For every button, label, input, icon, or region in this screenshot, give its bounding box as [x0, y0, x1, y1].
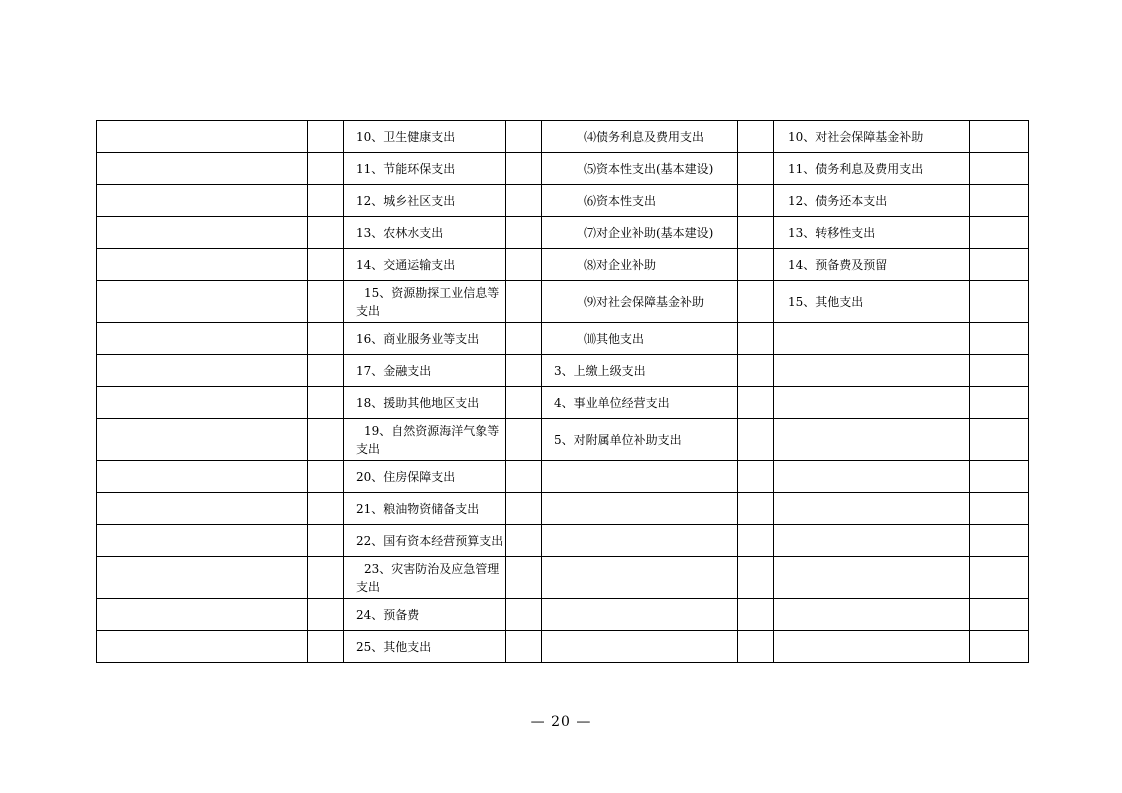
- blank-cell: [738, 599, 774, 631]
- blank-cell: [970, 153, 1029, 185]
- expenditure-item-label: 18、援助其他地区支出: [356, 395, 480, 410]
- expenditure-item-cell: [344, 461, 506, 493]
- department-item-label: 14、预备费及预留: [788, 257, 888, 272]
- blank-cell: [738, 153, 774, 185]
- blank-cell: [970, 121, 1029, 153]
- department-item-cell: [774, 323, 970, 355]
- blank-cell: [970, 493, 1029, 525]
- expenditure-item-label: 22、国有资本经营预算支出: [356, 533, 504, 548]
- table-row: [97, 281, 1029, 323]
- expenditure-item-label: 13、农林水支出: [356, 225, 444, 240]
- blank-cell: [97, 493, 308, 525]
- blank-cell: [506, 387, 542, 419]
- expenditure-item-cell: [344, 631, 506, 663]
- department-item-cell: [774, 631, 970, 663]
- blank-cell: [97, 355, 308, 387]
- department-item-label: 13、转移性支出: [788, 225, 876, 240]
- blank-cell: [97, 631, 308, 663]
- department-item-cell: [774, 461, 970, 493]
- expenditure-item-cell: [344, 153, 506, 185]
- expenditure-item-label: 14、交通运输支出: [356, 257, 456, 272]
- department-item-label: 12、债务还本支出: [788, 193, 888, 208]
- table-row: [97, 323, 1029, 355]
- blank-cell: [738, 281, 774, 323]
- blank-cell: [970, 323, 1029, 355]
- table-row: [97, 419, 1029, 461]
- economic-item-cell: [542, 557, 738, 599]
- blank-cell: [970, 557, 1029, 599]
- blank-cell: [738, 493, 774, 525]
- blank-cell: [97, 121, 308, 153]
- budget-table: [96, 120, 1029, 663]
- blank-cell: [308, 355, 344, 387]
- blank-cell: [308, 217, 344, 249]
- expenditure-item-cell: [344, 121, 506, 153]
- blank-cell: [506, 121, 542, 153]
- expenditure-item-cell: [344, 493, 506, 525]
- blank-cell: [970, 631, 1029, 663]
- expenditure-item-cell: [344, 323, 506, 355]
- blank-cell: [970, 599, 1029, 631]
- blank-cell: [738, 217, 774, 249]
- table-row: [97, 217, 1029, 249]
- table-row: [97, 355, 1029, 387]
- economic-item-cell: [542, 153, 738, 185]
- blank-cell: [308, 323, 344, 355]
- blank-cell: [738, 525, 774, 557]
- blank-cell: [970, 419, 1029, 461]
- blank-cell: [738, 323, 774, 355]
- department-item-cell: [774, 355, 970, 387]
- department-item-cell: [774, 419, 970, 461]
- department-item-label: 15、其他支出: [788, 294, 864, 309]
- blank-cell: [738, 461, 774, 493]
- blank-cell: [738, 185, 774, 217]
- blank-cell: [308, 281, 344, 323]
- department-item-label: 11、债务利息及费用支出: [788, 161, 924, 176]
- expenditure-item-label: 10、卫生健康支出: [356, 129, 456, 144]
- blank-cell: [506, 631, 542, 663]
- economic-item-cell: [542, 355, 738, 387]
- blank-cell: [308, 557, 344, 599]
- expenditure-item-cell: [344, 217, 506, 249]
- department-item-cell: [774, 557, 970, 599]
- department-item-cell: [774, 217, 970, 249]
- economic-item-cell: [542, 185, 738, 217]
- economic-item-label: ⑹资本性支出: [584, 193, 657, 208]
- blank-cell: [506, 493, 542, 525]
- blank-cell: [308, 493, 344, 525]
- blank-cell: [970, 281, 1029, 323]
- blank-cell: [308, 185, 344, 217]
- blank-cell: [506, 355, 542, 387]
- blank-cell: [308, 153, 344, 185]
- department-item-cell: [774, 387, 970, 419]
- economic-item-cell: [542, 493, 738, 525]
- table-row: [97, 525, 1029, 557]
- table-row: [97, 185, 1029, 217]
- blank-cell: [506, 599, 542, 631]
- blank-cell: [97, 249, 308, 281]
- expenditure-item-label: 15、资源勘探工业信息等支出: [356, 285, 500, 318]
- economic-item-cell: [542, 461, 738, 493]
- blank-cell: [308, 249, 344, 281]
- blank-cell: [738, 631, 774, 663]
- blank-cell: [970, 217, 1029, 249]
- table-row: [97, 249, 1029, 281]
- economic-item-cell: [542, 121, 738, 153]
- blank-cell: [738, 121, 774, 153]
- blank-cell: [97, 185, 308, 217]
- department-item-cell: [774, 599, 970, 631]
- blank-cell: [506, 461, 542, 493]
- blank-cell: [738, 419, 774, 461]
- department-item-cell: [774, 153, 970, 185]
- expenditure-item-label: 23、灾害防治及应急管理支出: [356, 561, 500, 594]
- expenditure-item-cell: [344, 419, 506, 461]
- blank-cell: [738, 387, 774, 419]
- expenditure-item-cell: [344, 281, 506, 323]
- blank-cell: [97, 557, 308, 599]
- economic-item-cell: [542, 631, 738, 663]
- blank-cell: [970, 249, 1029, 281]
- blank-cell: [970, 525, 1029, 557]
- blank-cell: [506, 557, 542, 599]
- blank-cell: [506, 217, 542, 249]
- table-row: [97, 387, 1029, 419]
- table-row: [97, 599, 1029, 631]
- department-item-cell: [774, 525, 970, 557]
- economic-item-label: ⑻对企业补助: [584, 257, 657, 272]
- expenditure-item-label: 17、金融支出: [356, 363, 432, 378]
- expenditure-item-cell: [344, 525, 506, 557]
- blank-cell: [97, 525, 308, 557]
- blank-cell: [97, 461, 308, 493]
- blank-cell: [97, 217, 308, 249]
- blank-cell: [738, 557, 774, 599]
- expenditure-item-label: 25、其他支出: [356, 639, 432, 654]
- page-number: — 20 —: [530, 714, 592, 730]
- expenditure-item-label: 20、住房保障支出: [356, 469, 456, 484]
- economic-item-cell: [542, 599, 738, 631]
- expenditure-item-label: 12、城乡社区支出: [356, 193, 456, 208]
- blank-cell: [308, 387, 344, 419]
- blank-cell: [970, 355, 1029, 387]
- economic-item-cell: [542, 323, 738, 355]
- table-body: [97, 121, 1029, 663]
- blank-cell: [97, 419, 308, 461]
- table-row: [97, 493, 1029, 525]
- blank-cell: [506, 419, 542, 461]
- blank-cell: [506, 249, 542, 281]
- economic-item-label: 5、对附属单位补助支出: [554, 432, 682, 447]
- economic-item-cell: [542, 217, 738, 249]
- blank-cell: [97, 281, 308, 323]
- economic-item-cell: [542, 249, 738, 281]
- economic-item-label: 4、事业单位经营支出: [554, 395, 670, 410]
- expenditure-item-cell: [344, 557, 506, 599]
- economic-item-cell: [542, 419, 738, 461]
- economic-item-label: ⑸资本性支出(基本建设): [584, 161, 714, 176]
- blank-cell: [308, 419, 344, 461]
- blank-cell: [506, 525, 542, 557]
- expenditure-item-cell: [344, 355, 506, 387]
- economic-item-cell: [542, 281, 738, 323]
- expenditure-item-cell: [344, 249, 506, 281]
- economic-item-label: 3、上缴上级支出: [554, 363, 646, 378]
- blank-cell: [97, 599, 308, 631]
- expenditure-item-cell: [344, 185, 506, 217]
- blank-cell: [738, 355, 774, 387]
- blank-cell: [506, 323, 542, 355]
- department-item-cell: [774, 121, 970, 153]
- economic-item-label: ⑼对社会保障基金补助: [584, 294, 705, 309]
- table-row: [97, 631, 1029, 663]
- blank-cell: [970, 185, 1029, 217]
- blank-cell: [97, 153, 308, 185]
- department-item-cell: [774, 493, 970, 525]
- table-row: [97, 121, 1029, 153]
- blank-cell: [308, 525, 344, 557]
- department-item-cell: [774, 185, 970, 217]
- blank-cell: [308, 599, 344, 631]
- economic-item-label: ⑷债务利息及费用支出: [584, 129, 705, 144]
- department-item-cell: [774, 281, 970, 323]
- blank-cell: [97, 387, 308, 419]
- blank-cell: [506, 185, 542, 217]
- expenditure-item-label: 24、预备费: [356, 607, 420, 622]
- table-row: [97, 461, 1029, 493]
- blank-cell: [738, 249, 774, 281]
- blank-cell: [308, 121, 344, 153]
- blank-cell: [506, 281, 542, 323]
- economic-item-label: ⑽其他支出: [584, 331, 645, 346]
- department-item-cell: [774, 249, 970, 281]
- blank-cell: [308, 461, 344, 493]
- expenditure-item-label: 21、粮油物资储备支出: [356, 501, 480, 516]
- blank-cell: [506, 153, 542, 185]
- table-row: [97, 153, 1029, 185]
- expenditure-item-label: 19、自然资源海洋气象等支出: [356, 423, 500, 456]
- blank-cell: [308, 631, 344, 663]
- expenditure-item-label: 16、商业服务业等支出: [356, 331, 480, 346]
- department-item-label: 10、对社会保障基金补助: [788, 129, 924, 144]
- blank-cell: [970, 461, 1029, 493]
- blank-cell: [97, 323, 308, 355]
- blank-cell: [970, 387, 1029, 419]
- expenditure-item-cell: [344, 599, 506, 631]
- table-row: [97, 557, 1029, 599]
- expenditure-item-cell: [344, 387, 506, 419]
- economic-item-cell: [542, 387, 738, 419]
- economic-item-cell: [542, 525, 738, 557]
- expenditure-item-label: 11、节能环保支出: [356, 161, 456, 176]
- economic-item-label: ⑺对企业补助(基本建设): [584, 225, 714, 240]
